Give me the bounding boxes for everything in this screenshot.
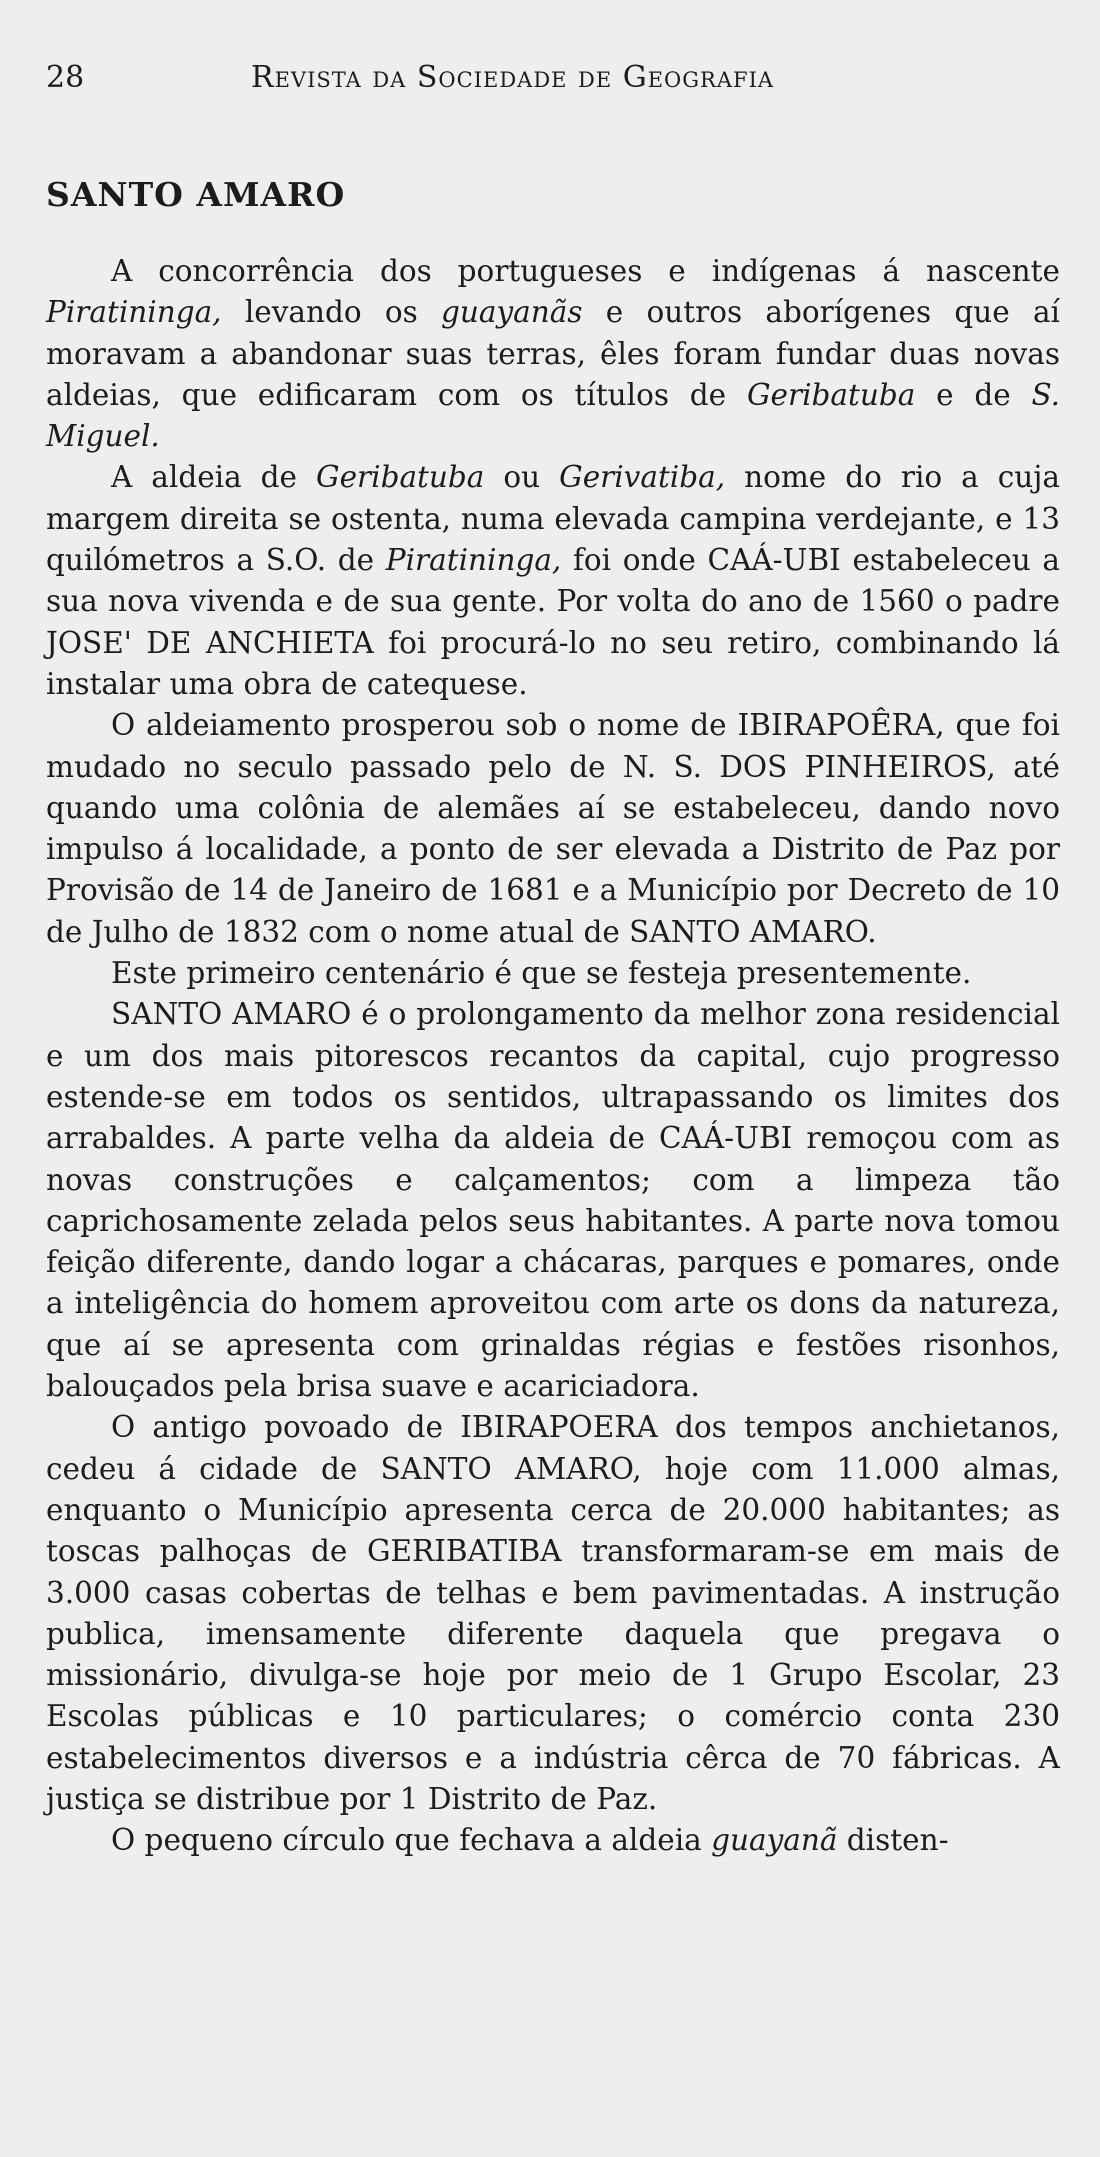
body-paragraph (46, 1820, 1060, 1861)
italic-text: Gerivatiba, (559, 460, 726, 495)
text-run: Este primeiro centenário é que se festeja presentemente. (111, 956, 972, 991)
text-run: foi onde CAÁ-UBI estabeleceu a sua nova vivenda e de sua gente. Por volta do ano de 1560 o padre JOSE' DE ANCHIETA foi procurá-lo no seu retiro, combinando lá instalar uma obra de catequese. (46, 543, 1060, 701)
body-paragraph (46, 994, 1060, 1407)
italic-text: Geribatuba (316, 460, 485, 495)
text-run: O antigo povoado de IBIRAPOERA dos tempos anchietanos, cedeu á cidade de SANTO AMARO, hoje com 11.000 almas, enquanto o Município apresenta cerca de 20.000 habitantes; as toscas palhoças de GERIBATIBA transformaram-se em mais de 3.000 casas cobertas de telhas e bem pavimentadas. A instrução publica, imensamente diferente daquela que pregava o missionário, divulga-se hoje por meio de 1 Grupo Escolar, 23 Escolas públicas e 10 particulares; o comércio conta 230 estabelecimentos diversos e a indústria cêrca de 70 fábricas. A justiça se distribue por 1 Distrito de Paz. (46, 1410, 1060, 1816)
text-run: ou (484, 460, 560, 495)
body-paragraph (46, 251, 1060, 457)
article-body (46, 251, 1060, 1862)
italic-text: Piratininga, (385, 543, 562, 578)
italic-text: Piratininga, (46, 295, 222, 330)
text-run: nome do rio a cuja margem direita se ostenta, numa elevada campina verdejante, e 13 quilómetros a S.O. de (46, 460, 1061, 578)
italic-text: guayanãs (441, 295, 583, 330)
text-run: levando os (221, 295, 442, 330)
body-paragraph (46, 705, 1060, 953)
body-paragraph (46, 953, 1060, 994)
text-run: O pequeno círculo que fechava a aldeia (111, 1823, 712, 1858)
italic-text: guayanã (711, 1823, 838, 1858)
text-run: O aldeiamento prosperou sob o nome de IBIRAPOÊRA, que foi mudado no seculo passado pelo de N. S. DOS PINHEIROS, até quando uma colônia de alemães aí se estabeleceu, dando novo impulso á localidade, a ponto de ser elevada a Distrito de Paz por Provisão de 14 de Janeiro de 1681 e a Município por Decreto de 10 de Julho de 1832 com o nome atual de SANTO AMARO. (46, 708, 1060, 949)
body-paragraph (46, 1407, 1060, 1820)
journal-title: Revista da Sociedade de Geografia (251, 60, 775, 95)
text-run: e outros aborígenes que aí moravam a abandonar suas terras, êles foram fundar duas novas aldeias, que edificaram com os títulos de (46, 295, 1060, 412)
running-head (46, 58, 1060, 98)
text-run: disten- (837, 1823, 949, 1858)
italic-text: S. Miguel. (46, 377, 1060, 454)
text-run: e de (915, 377, 1032, 412)
body-paragraph (46, 457, 1060, 705)
article-title: SANTO AMARO (46, 175, 346, 214)
italic-text: Geribatuba (746, 377, 916, 412)
page-number: 28 (46, 60, 85, 95)
text-run: SANTO AMARO é o prolongamento da melhor zona residencial e um dos mais pitorescos recantos da capital, cujo progresso estende-se em todos os sentidos, ultrapassando os limites dos arrabaldes. A parte velha da aldeia de CAÁ-UBI remoçou com as novas construções e calçamentos; com a limpeza tão caprichosamente zelada pelos seus habitantes. A parte nova tomou feição diferente, dando logar a chácaras, parques e pomares, onde a inteligência do homem aproveitou com arte os dons da natureza, que aí se apresenta com grinaldas régias e festões risonhos, balouçados pela brisa suave e acariciadora. (46, 997, 1060, 1404)
text-run: A aldeia de (111, 460, 317, 495)
text-run: A concorrência dos portugueses e indígenas á nascente (111, 254, 1060, 288)
